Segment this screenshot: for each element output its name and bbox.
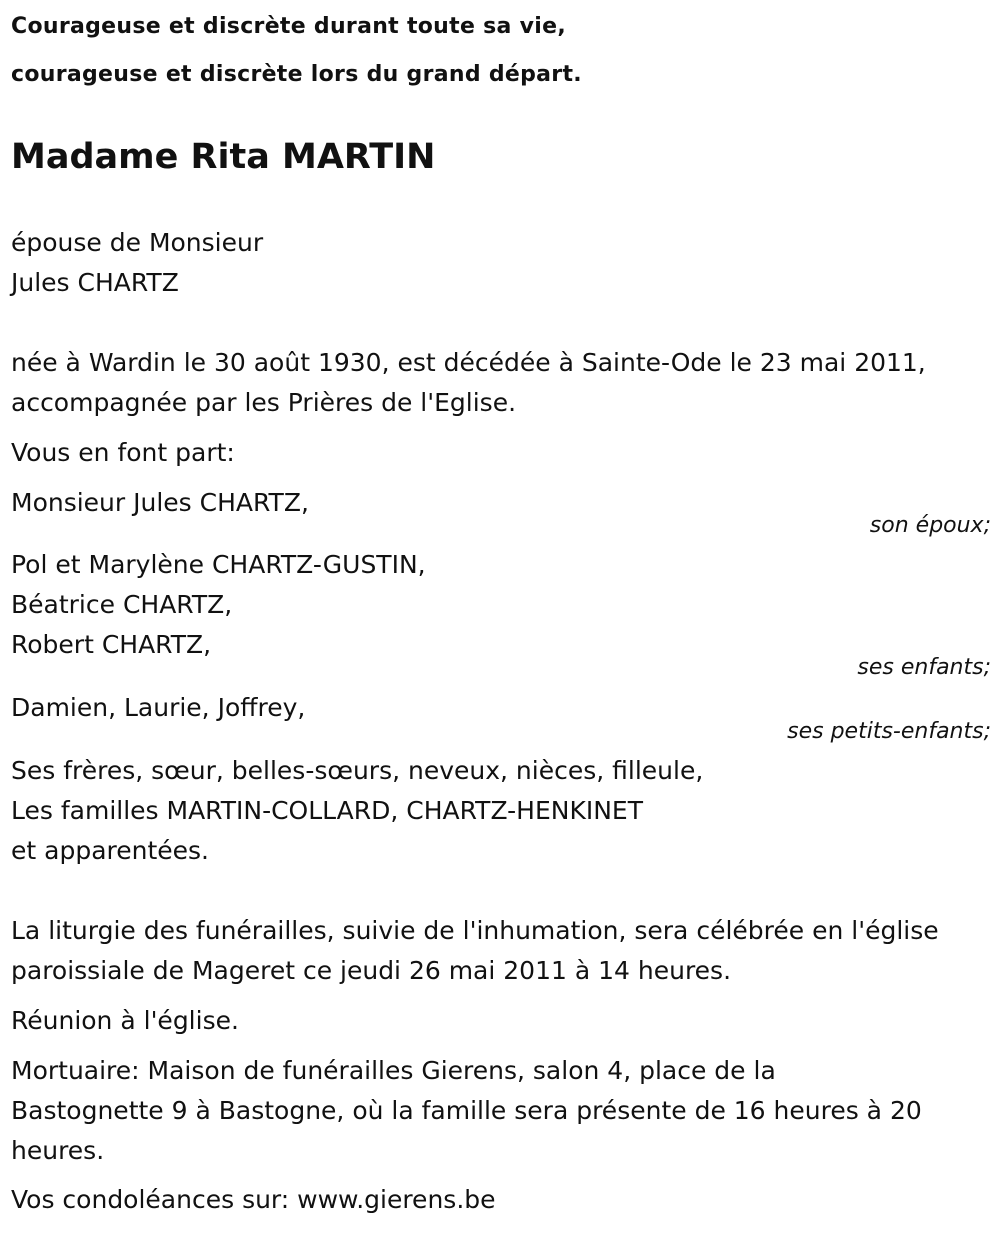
spouse-line-1: épouse de Monsieur — [11, 228, 264, 257]
mortuary-line-3: heures. — [11, 1136, 105, 1165]
spouse-line-2: Jules CHARTZ — [11, 268, 179, 297]
family-grandchildren-role: ses petits-enfants; — [787, 719, 991, 744]
birth-line-2: accompagnée par les Prières de l'Eglise. — [11, 388, 517, 417]
family-child-1: Pol et Marylène CHARTZ-GUSTIN, — [11, 550, 426, 579]
funeral-line-1: La liturgie des funérailles, suivie de l'inhumation, sera célébrée en l'église — [11, 916, 939, 945]
family-children-role: ses enfants; — [857, 655, 991, 680]
announce-text: Vous en font part: — [11, 438, 235, 467]
family-others-3: et apparentées. — [11, 836, 209, 865]
quote-line-1: Courageuse et discrète durant toute sa vie, — [11, 14, 567, 39]
funeral-line-2: paroissiale de Mageret ce jeudi 26 mai 2011 à 14 heures. — [11, 956, 732, 985]
deceased-name: Madame Rita MARTIN — [11, 137, 436, 177]
quote-line-2: courageuse et discrète lors du grand départ. — [11, 62, 582, 87]
mortuary-line-1: Mortuaire: Maison de funérailles Gierens, salon 4, place de la — [11, 1056, 776, 1085]
family-grandchildren: Damien, Laurie, Joffrey, — [11, 693, 306, 722]
family-child-3: Robert CHARTZ, — [11, 630, 212, 659]
family-child-2: Béatrice CHARTZ, — [11, 590, 233, 619]
birth-line-1: née à Wardin le 30 août 1930, est décédée à Sainte-Ode le 23 mai 2011, — [11, 348, 926, 377]
condolences-text: Vos condoléances sur: www.gierens.be — [11, 1185, 496, 1214]
family-spouse: Monsieur Jules CHARTZ, — [11, 488, 309, 517]
family-others-1: Ses frères, sœur, belles-sœurs, neveux, nièces, filleule, — [11, 756, 704, 785]
mortuary-line-2: Bastognette 9 à Bastogne, où la famille sera présente de 16 heures à 20 — [11, 1096, 922, 1125]
family-others-2: Les familles MARTIN-COLLARD, CHARTZ-HENKINET — [11, 796, 643, 825]
family-spouse-role: son époux; — [869, 513, 991, 538]
meeting-text: Réunion à l'église. — [11, 1006, 239, 1035]
